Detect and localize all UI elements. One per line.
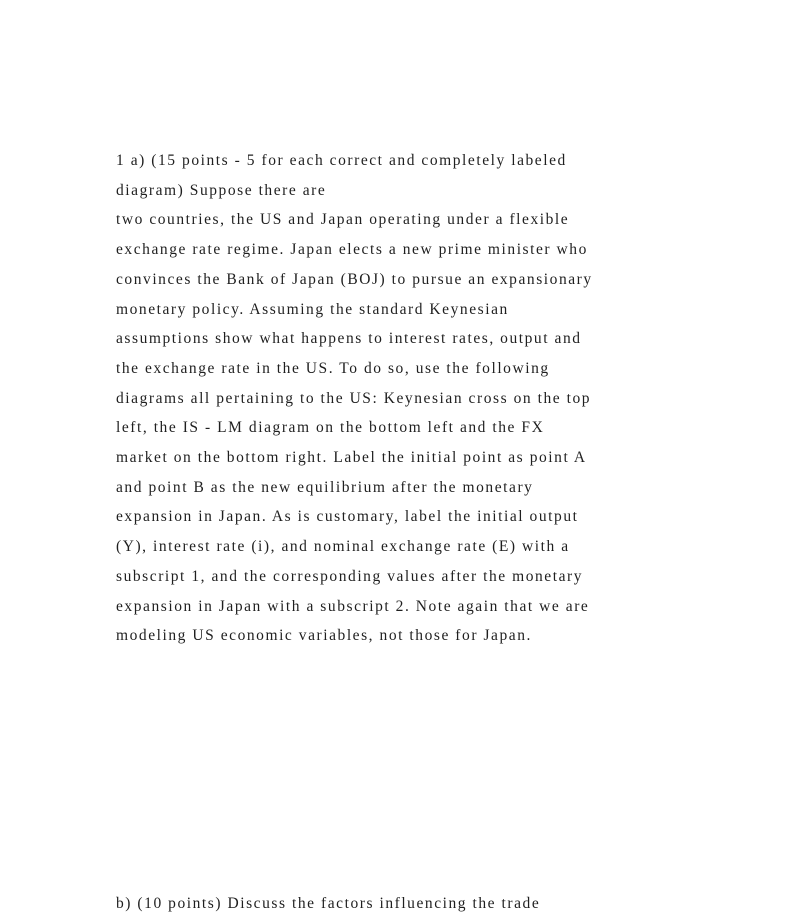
text-line: expansion in Japan. As is customary, label the initial output (116, 508, 579, 526)
text-line: monetary policy. Assuming the standard Keynesian (116, 300, 509, 318)
text-line: diagram) Suppose there are (116, 181, 327, 199)
text-line: exchange rate regime. Japan elects a new prime minister who (116, 241, 588, 259)
text-line: left, the IS - LM diagram on the bottom left and the FX (116, 419, 545, 437)
text-line: convinces the Bank of Japan (BOJ) to pursue an expansionary (116, 270, 593, 288)
text-line: b) (10 points) Discuss the factors influencing the trade (116, 895, 541, 912)
text-line: expansion in Japan with a subscript 2. Note again that we are (116, 597, 590, 615)
text-line: assumptions show what happens to interest rates, output and (116, 330, 582, 348)
text-line: modeling US economic variables, not those for Japan. (116, 627, 532, 645)
text-line: and point B as the new equilibrium after the monetary (116, 478, 534, 496)
text-line: diagrams all pertaining to the US: Keynesian cross on the top (116, 389, 592, 407)
text-line: (Y), interest rate (i), and nominal exchange rate (E) with a (116, 538, 570, 556)
text-line: two countries, the US and Japan operating under a flexible (116, 211, 570, 229)
text-line: 1 a) (15 points - 5 for each correct and completely labeled (116, 152, 567, 169)
text-line: the exchange rate in the US. To do so, use the following (116, 359, 550, 377)
question-1a-text (116, 146, 696, 651)
text-line: subscript 1, and the corresponding values after the monetary (116, 567, 584, 585)
question-1b-text (116, 889, 696, 919)
text-line: market on the bottom right. Label the initial point as point A (116, 449, 587, 467)
